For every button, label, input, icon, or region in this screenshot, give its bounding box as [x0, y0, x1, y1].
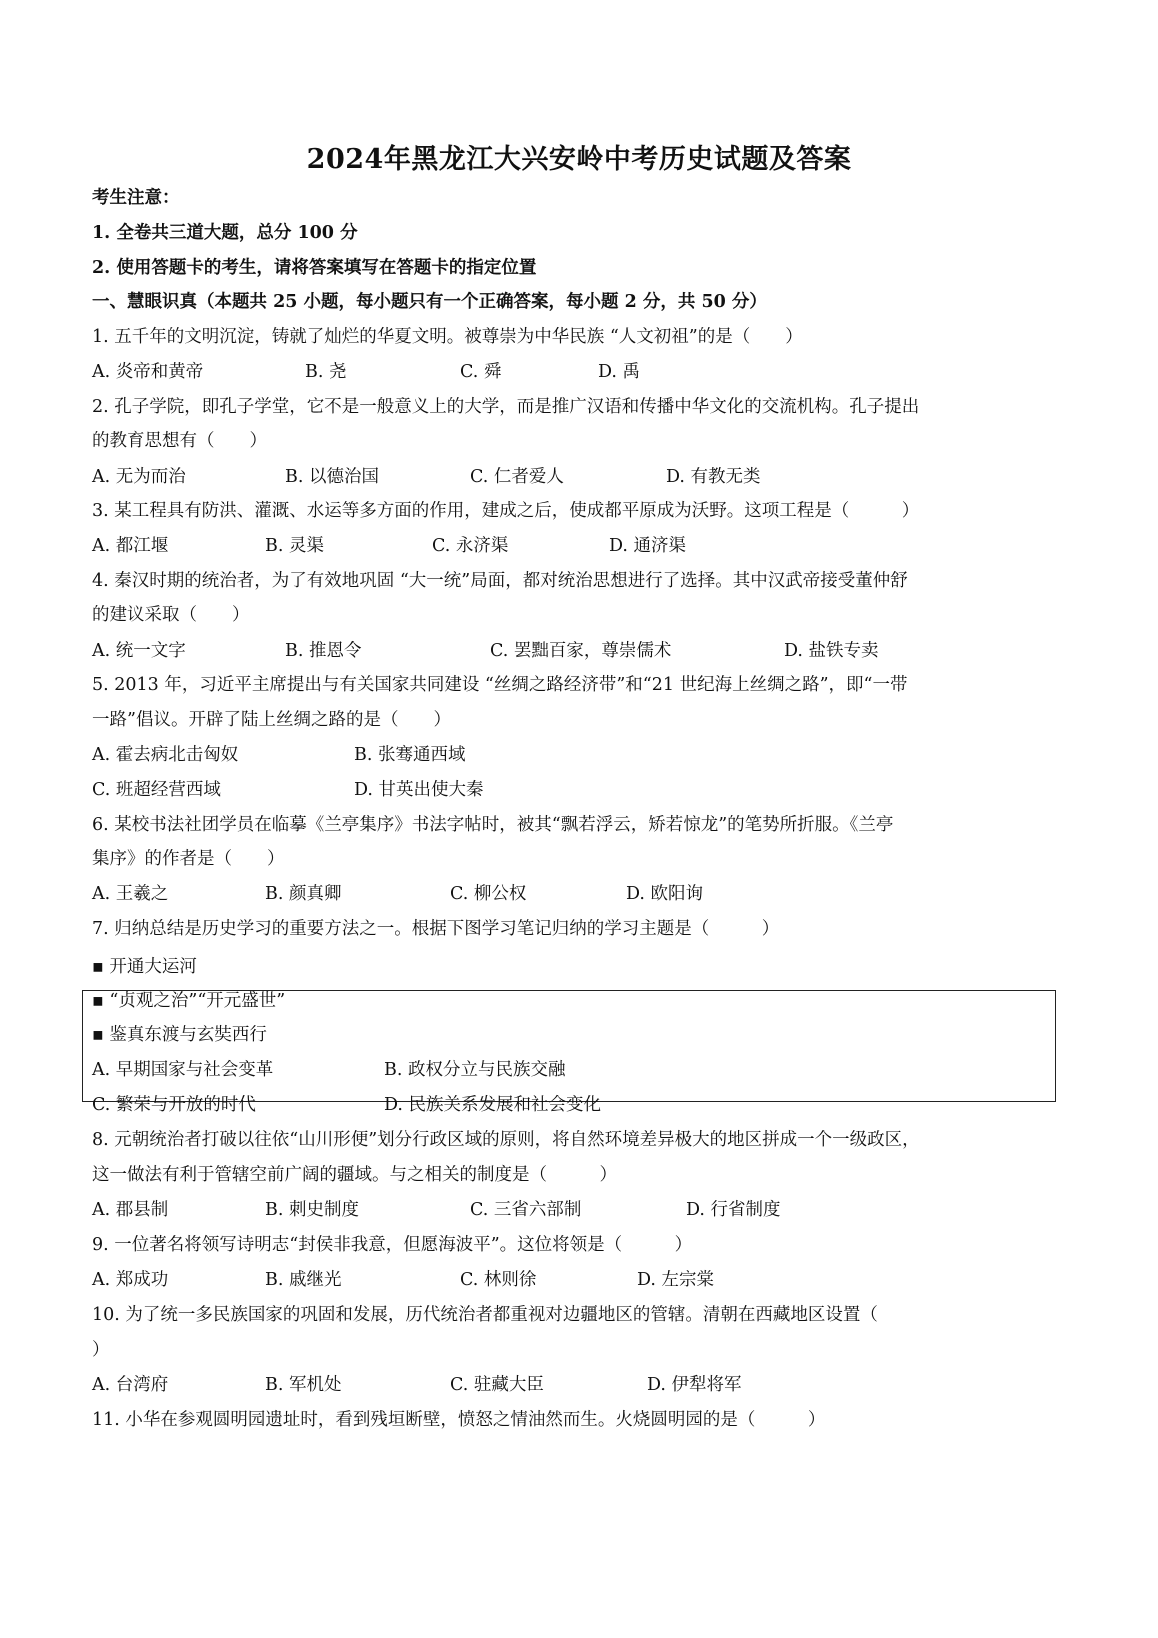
question-10-stem-line-2: ）	[92, 1340, 110, 1360]
question-7-option-c: C. 繁荣与开放的时代	[92, 1095, 256, 1115]
question-3-option-a: A. 都江堰	[92, 536, 169, 556]
note-item-2: ▪ “贞观之治”“开元盛世”	[92, 991, 286, 1011]
question-3-stem: 3. 某工程具有防洪、灌溉、水运等多方面的作用，建成之后，使成都平原成为沃野。这项工程是（ ）	[92, 501, 920, 521]
question-4-option-a: A. 统一文字	[92, 641, 186, 661]
question-6-option-a: A. 王羲之	[92, 884, 169, 904]
question-8-option-c: C. 三省六部制	[470, 1200, 582, 1220]
question-9-option-a: A. 郑成功	[92, 1270, 169, 1290]
question-3-option-b: B. 灵渠	[265, 536, 324, 556]
question-10-option-d: D. 伊犁将军	[647, 1375, 742, 1395]
question-4-stem-line-2: 的建议采取（ ）	[92, 605, 250, 625]
notice-item-2: 2. 使用答题卡的考生，请将答案填写在答题卡的指定位置	[92, 258, 537, 278]
question-5-stem-line-1: 5. 2013 年，习近平主席提出与有关国家共同建设 “丝绸之路经济带”和“21 世纪海上丝绸之路”，即“一带	[92, 675, 908, 695]
question-5-option-b: B. 张骞通西域	[354, 745, 466, 765]
question-1-option-a: A. 炎帝和黄帝	[92, 362, 204, 382]
question-6-option-d: D. 欧阳询	[626, 884, 704, 904]
question-3-option-d: D. 通济渠	[609, 536, 687, 556]
question-2-option-b: B. 以德治国	[285, 467, 379, 487]
page-title: 2024年黑龙江大兴安岭中考历史试题及答案	[306, 144, 852, 175]
question-7-option-b: B. 政权分立与民族交融	[384, 1060, 566, 1080]
question-2-option-d: D. 有教无类	[666, 467, 761, 487]
question-7-stem: 7. 归纳总结是历史学习的重要方法之一。根据下图学习笔记归纳的学习主题是（ ）	[92, 919, 780, 939]
notice-heading: 考生注意：	[92, 188, 180, 208]
question-4-option-b: B. 推恩令	[285, 641, 362, 661]
question-4-option-c: C. 罢黜百家，尊崇儒术	[490, 641, 672, 661]
question-3-option-c: C. 永济渠	[432, 536, 509, 556]
question-5-stem-line-2: 一路”倡议。开辟了陆上丝绸之路的是（ ）	[92, 710, 451, 730]
question-10-option-b: B. 军机处	[265, 1375, 342, 1395]
question-2-stem-line-1: 2. 孔子学院，即孔子学堂，它不是一般意义上的大学，而是推广汉语和传播中华文化的交流机构。孔子提出	[92, 397, 920, 417]
question-1-option-d: D. 禹	[598, 362, 641, 382]
question-5-option-c: C. 班超经营西域	[92, 780, 221, 800]
question-6-option-c: C. 柳公权	[450, 884, 527, 904]
question-8-stem-line-1: 8. 元朝统治者打破以往依“山川形便”划分行政区域的原则，将自然环境差异极大的地区拼成一个一级政区，	[92, 1130, 920, 1150]
question-1-option-b: B. 尧	[305, 362, 347, 382]
note-item-3: ▪ 鉴真东渡与玄奘西行	[92, 1025, 267, 1045]
question-4-stem-line-1: 4. 秦汉时期的统治者，为了有效地巩固 “大一统”局面，都对统治思想进行了选择。其中汉武帝接受董仲舒	[92, 571, 908, 591]
note-item-1: ▪ 开通大运河	[92, 957, 197, 977]
question-9-stem: 9. 一位著名将领写诗明志“封侯非我意，但愿海波平”。这位将领是（ ）	[92, 1235, 693, 1255]
question-9-option-c: C. 林则徐	[460, 1270, 537, 1290]
question-11-stem: 11. 小华在参观圆明园遗址时，看到残垣断壁，愤怒之情油然而生。火烧圆明园的是（ ）	[92, 1410, 826, 1430]
question-10-option-c: C. 驻藏大臣	[450, 1375, 544, 1395]
question-7-option-a: A. 早期国家与社会变革	[92, 1060, 274, 1080]
question-5-option-a: A. 霍去病北击匈奴	[92, 745, 239, 765]
question-5-option-d: D. 甘英出使大秦	[354, 780, 484, 800]
question-2-option-c: C. 仁者爱人	[470, 467, 564, 487]
question-8-option-d: D. 行省制度	[686, 1200, 781, 1220]
question-7-option-d: D. 民族关系发展和社会变化	[384, 1095, 602, 1115]
question-8-option-a: A. 郡县制	[92, 1200, 169, 1220]
question-2-stem-line-2: 的教育思想有（ ）	[92, 431, 267, 451]
question-2-option-a: A. 无为而治	[92, 467, 186, 487]
question-4-option-d: D. 盐铁专卖	[784, 641, 879, 661]
question-9-option-b: B. 戚继光	[265, 1270, 342, 1290]
question-6-stem-line-1: 6. 某校书法社团学员在临摹《兰亭集序》书法字帖时，被其“飘若浮云，矫若惊龙”的笔势所折服。《兰亭	[92, 815, 894, 835]
section-heading: 一、慧眼识真（本题共 25 小题，每小题只有一个正确答案，每小题 2 分，共 50 分）	[92, 292, 767, 312]
question-6-stem-line-2: 集序》的作者是（ ）	[92, 849, 285, 869]
question-6-option-b: B. 颜真卿	[265, 884, 342, 904]
question-8-option-b: B. 刺史制度	[265, 1200, 359, 1220]
question-8-stem-line-2: 这一做法有利于管辖空前广阔的疆域。与之相关的制度是（ ）	[92, 1165, 617, 1185]
question-10-option-a: A. 台湾府	[92, 1375, 169, 1395]
question-10-stem-line-1: 10. 为了统一多民族国家的巩固和发展，历代统治者都重视对边疆地区的管辖。清朝在西藏地区设置（	[92, 1305, 878, 1325]
notice-item-1: 1. 全卷共三道大题，总分 100 分	[92, 223, 358, 243]
question-9-option-d: D. 左宗棠	[637, 1270, 715, 1290]
question-1-stem: 1. 五千年的文明沉淀，铸就了灿烂的华夏文明。被尊崇为中华民族 “人文初祖”的是（ ）	[92, 327, 803, 347]
question-1-option-c: C. 舜	[460, 362, 502, 382]
